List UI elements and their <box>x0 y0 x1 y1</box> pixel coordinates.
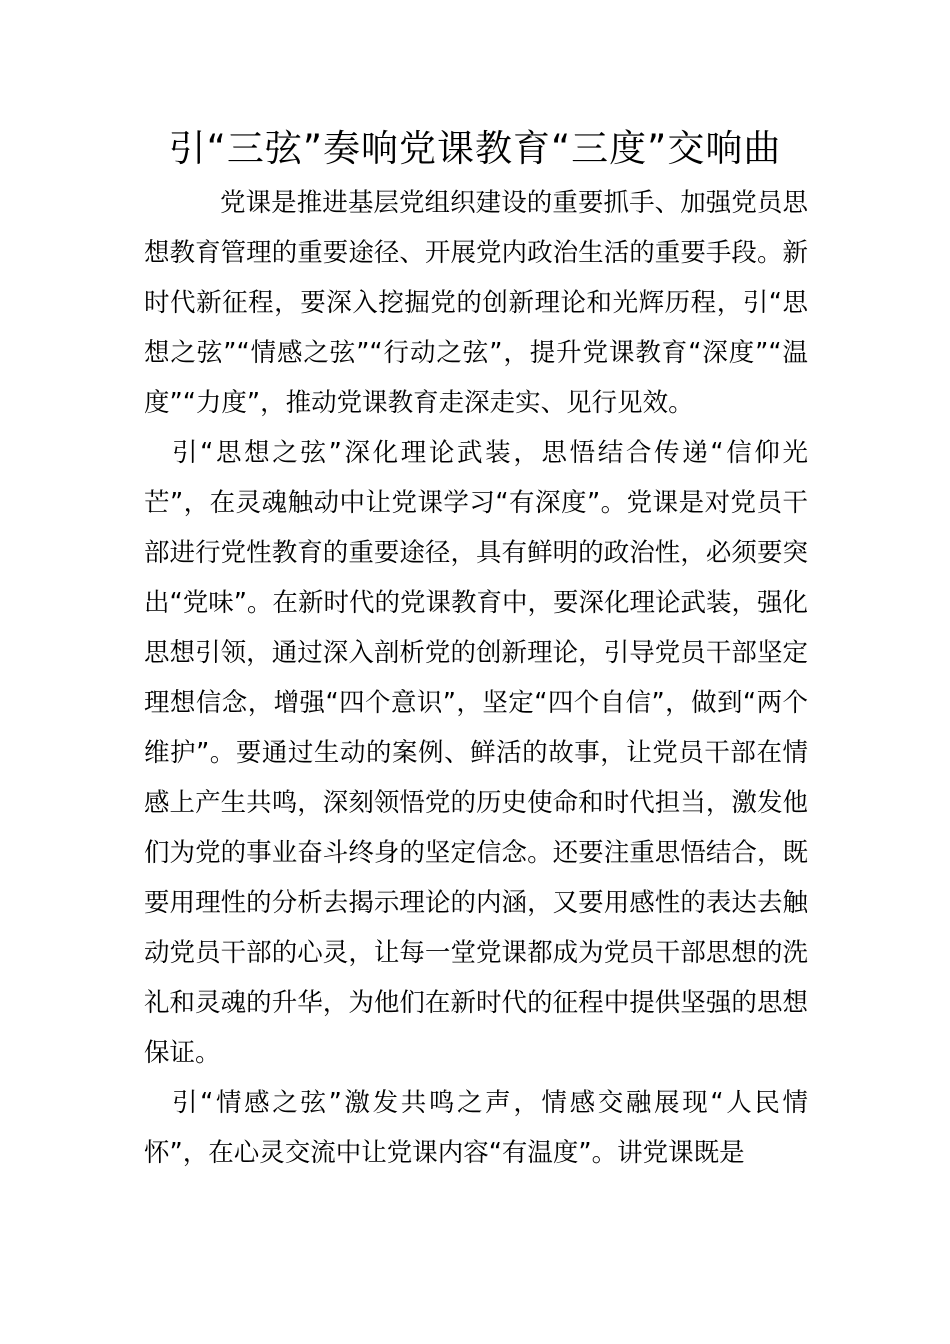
paragraph-intro: 党课是推进基层党组织建设的重要抓手、加强党员思想教育管理的重要途径、开展党内政治生活的重要手段。新时代新征程，要深入挖掘党的创新理论和光辉历程，引“思想之弦”“情感之弦”“行动之弦”，提升党课教育“深度”“温度”“力度”，推动党课教育走深走实、见行见效。 <box>144 188 808 418</box>
document-body <box>144 178 808 1178</box>
paragraph-emotion-string: 引“情感之弦”激发共鸣之声，情感交融展现“人民情怀”，在心灵交流中让党课内容“有温度”。讲党课既是 <box>144 1088 808 1168</box>
paragraph-thought-string: 引“思想之弦”深化理论武装，思悟结合传递“信仰光芒”，在灵魂触动中让党课学习“有深度”。党课是对党员干部进行党性教育的重要途径，具有鲜明的政治性，必须要突出“党味”。在新时代的党课教育中，要深化理论武装，强化思想引领，通过深入剖析党的创新理论，引导党员干部坚定理想信念，增强“四个意识”，坚定“四个自信”，做到“两个维护”。要通过生动的案例、鲜活的故事，让党员干部在情感上产生共鸣，深刻领悟党的历史使命和时代担当，激发他们为党的事业奋斗终身的坚定信念。还要注重思悟结合，既要用理性的分析去揭示理论的内涵，又要用感性的表达去触动党员干部的心灵，让每一堂党课都成为党员干部思想的洗礼和灵魂的升华，为他们在新时代的征程中提供坚强的思想保证。 <box>144 438 808 1068</box>
document-title: 引“三弦”奏响党课教育“三度”交响曲 <box>168 127 782 170</box>
